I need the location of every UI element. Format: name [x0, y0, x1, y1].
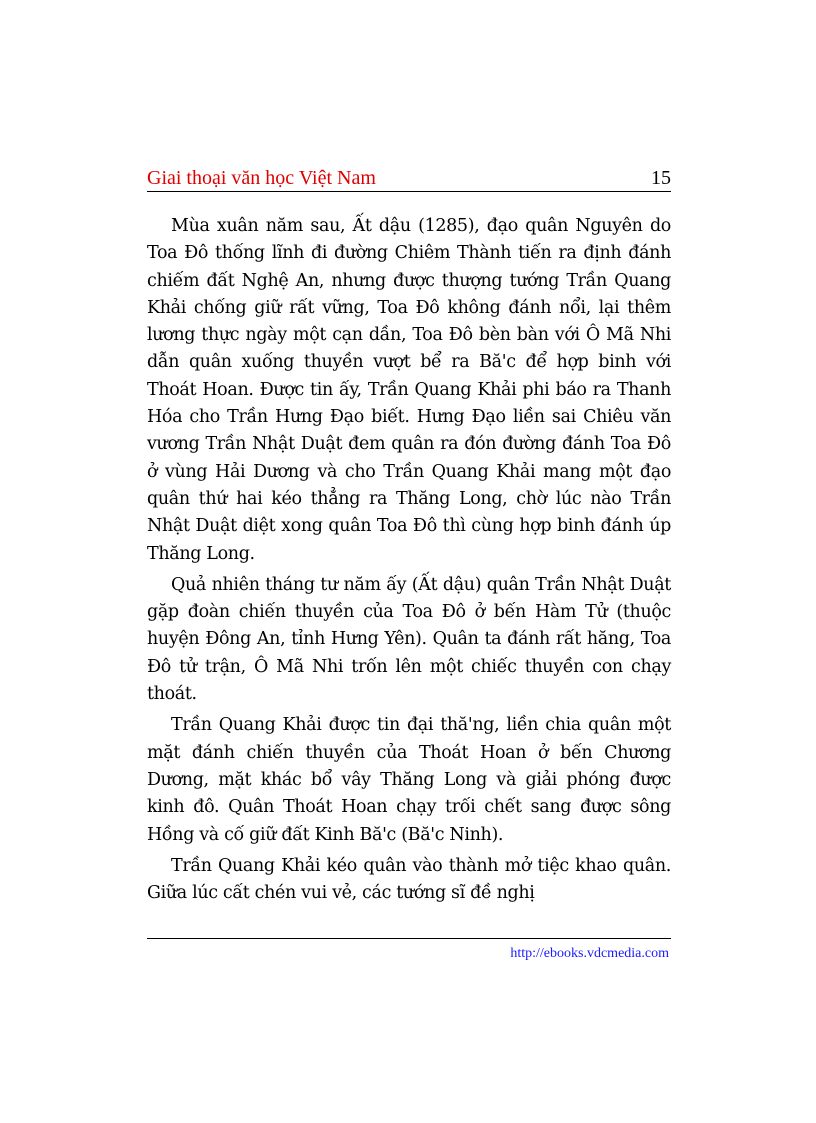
- footer-url-link[interactable]: http://ebooks.vdcmedia.com: [510, 946, 669, 961]
- book-title: Giai thoại văn học Việt Nam: [147, 167, 376, 189]
- paragraph-1: Mùa xuân năm sau, Ất dậu (1285), đạo quân Nguyên do Toa Đô thống lĩnh đi đường Chiêm Thành tiến ra định đánh chiếm đất Nghệ An, nhưng được thượng tướng Trần Quang Khải chống giữ rất vững, Toa Đô không đánh nổi, lại thêm lương thực ngày một cạn dần, Toa Đô bèn bàn với Ô Mã Nhi dẫn quân xuống thuyền vượt bể ra Bă'c để hợp binh với Thoát Hoan. Được tin ấy, Trần Quang Khải phi báo ra Thanh Hóa cho Trần Hưng Đạo biết. Hưng Đạo liền sai Chiêu văn vương Trần Nhật Duật đem quân ra đón đường đánh Toa Đô ở vùng Hải Dương và cho Trần Quang Khải mang một đạo quân thứ hai kéo thẳng ra Thăng Long, chờ lúc nào Trần Nhật Duật diệt xong quân Toa Đô thì cùng hợp binh đánh úp Thăng Long.: [147, 216, 671, 564]
- body-text: [147, 213, 671, 911]
- book-page: [147, 0, 671, 1123]
- running-header: [147, 165, 671, 192]
- paragraph-4: Trần Quang Khải kéo quân vào thành mở tiệc khao quân. Giữa lúc cất chén vui vẻ, các tướng sĩ đề nghị: [147, 855, 671, 904]
- page-number: 15: [651, 167, 671, 189]
- paragraph-2: Quả nhiên tháng tư năm ấy (Ất dậu) quân Trần Nhật Duật gặp đoàn chiến thuyền của Toa Đô ở bến Hàm Tử (thuộc huyện Đông An, tỉnh Hưng Yên). Quân ta đánh rất hăng, Toa Đô tử trận, Ô Mã Nhi trốn lên một chiếc thuyền con chạy thoát.: [147, 574, 671, 705]
- footer-divider: [147, 938, 671, 939]
- paragraph-3: Trần Quang Khải được tin đại thă'ng, liền chia quân một mặt đánh chiến thuyền của Thoát Hoan ở bến Chương Dương, mặt khác bổ vây Thăng Long và giải phóng được kinh đô. Quân Thoát Hoan chạy trối chết sang được sông Hồng và cố giữ đất Kinh Bă'c (Bă'c Ninh).: [147, 715, 671, 845]
